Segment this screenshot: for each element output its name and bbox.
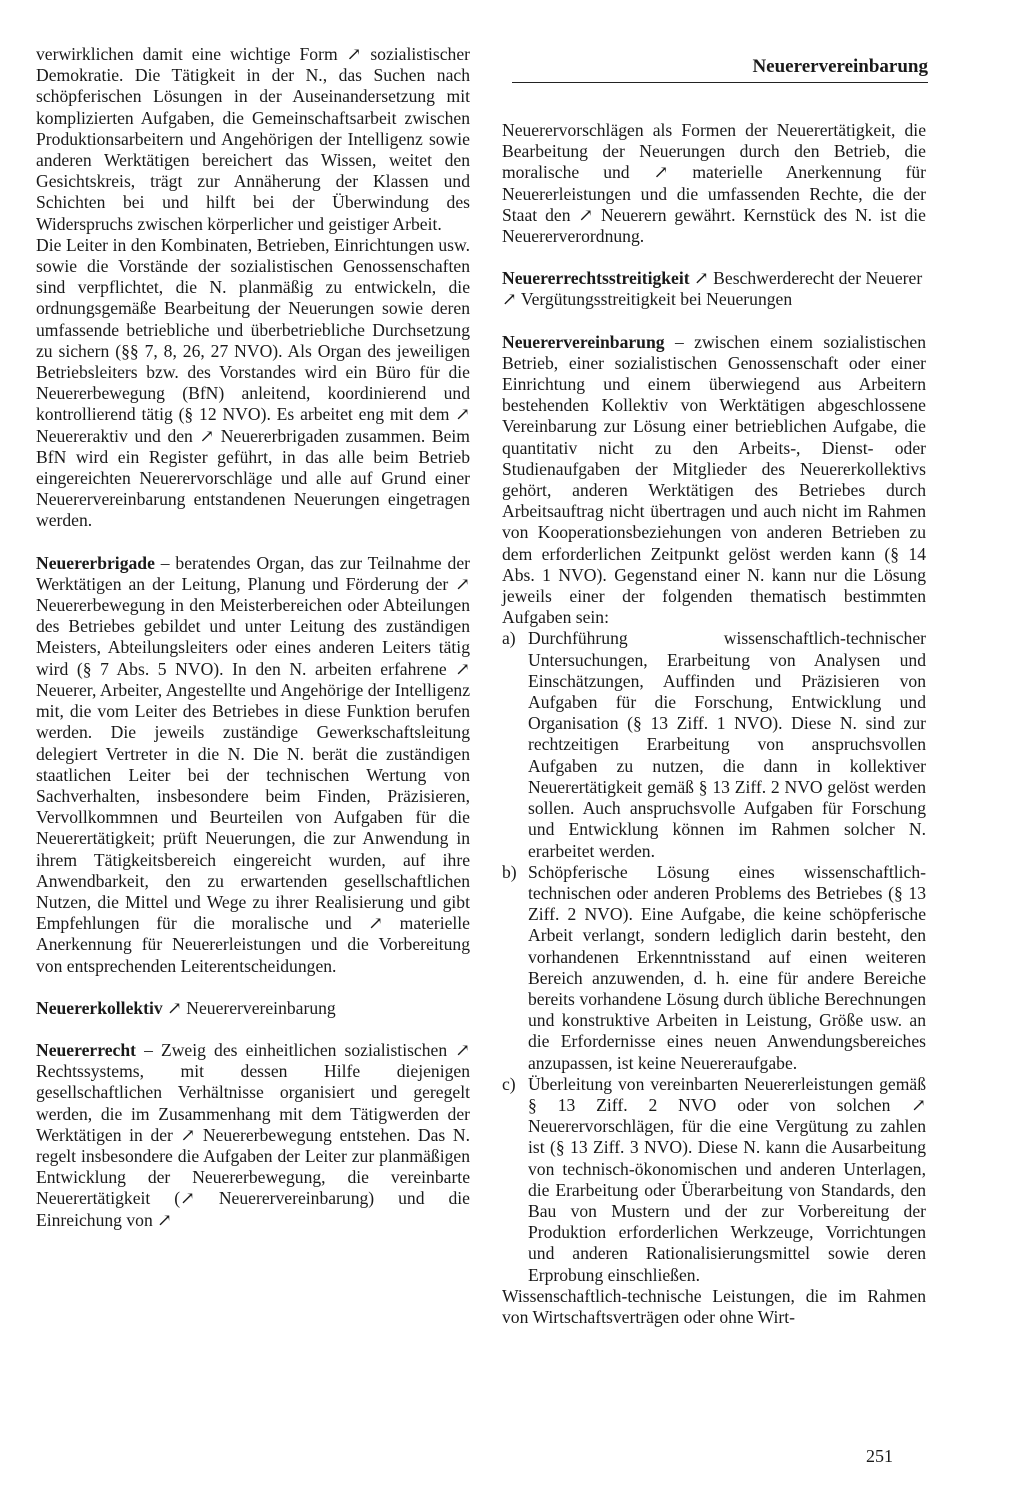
list-item-label: a): [502, 628, 516, 649]
entry-neuererkollektiv: [36, 998, 470, 1019]
entry-text: ↗ Neuerervereinbarung: [162, 997, 336, 1018]
entry-neuerervereinbarung: [502, 332, 926, 629]
paragraph: verwirklichen damit eine wichtige Form ↗ sozialistischer Demokratie. Die Tätigkeit in der N., das Suchen nach schöpferischen Lösungen in der Auseinandersetzung mit komplizierten Aufgaben, die Gemeinschaftsarbeit zwischen Produktionsarbeitern und Angehörigen der Intelligenz sowie anderen Werktätigen bereichert das Wissen, weitet den Gesichtskreis, trägt zur Annäherung der Klassen und Schichten bei und hilft bei der Überwindung des Widerspruchs zwischen körperlicher und geistiger Arbeit.: [36, 44, 470, 234]
running-head-rule: [512, 82, 928, 83]
entry-term: Neuererrecht: [36, 1039, 136, 1060]
paragraph: Die Leiter in den Kombinaten, Betrieben, Einrichtungen usw. sowie die Vorstände der sozialistischen Genossenschaften sind verpflichtet, die N. planmäßig zu entwickeln, die ordnungsgemäße Bearbeitung der Neuerungen sowie deren umfassende betriebliche und überbetriebliche Durchsetzung zu sichern (§§ 7, 8, 26, 27 NVO). Als Organ des jeweiligen Betriebsleiters bzw. des Vorstandes wird ein Büro für die Neuererbewegung (BfN) anleitend, koordinierend und kontrollierend tätig (§ 12 NVO). Es arbeitet eng mit dem ↗ Neuereraktiv und den ↗ Neuererbrigaden zusammen. Beim BfN wird ein Register geführt, in das alle beim Betrieb eingereichten Neuerervorschläge und alle auf Grund einer Neuerervereinbarung entstandenen Neuerungen eingetragen werden.: [36, 234, 470, 531]
entry-term: Neuererbrigade: [36, 552, 155, 573]
list-item-text: Schöpferische Lösung eines wissenschaftlich-technischen oder anderen Problems des Betriebes (§ 13 Ziff. 2 NVO). Eine Aufgabe, die keine schöpferische Arbeit verlangt, sondern lediglich darin besteht, den vorhandenen Erkenntnisstand auf einen weiteren Bereich anzuwenden, d. h. eine für andere Bereiche bereits vorhandene Lösung durch übliche Berechnungen und konstruktive Arbeiten in Leistung, Größe usw. an die Erfordernisse eines neuen Anwendungsbereiches anzupassen, ist keine Neuereraufgabe.: [528, 861, 926, 1073]
list-item: [502, 862, 926, 1074]
entry-neuererbrigade: [36, 553, 470, 977]
entry-text: – zwischen einem sozialistischen Betrieb, einer sozialistischen Genossenschaft oder einer Einrichtung und einem überwiegend aus Arbeitern bestehenden Kollektiv von Werktätigen abgeschlossene Vereinbarung zur Lösung einer betrieblichen Aufgabe, die quantitativ nicht zu den Arbeits-, Dienst- oder Studienaufgaben der Mitglieder des Neuererkollektivs gehört, anderen Werktätigen des Betriebes durch Arbeitsauftrag nicht übertragen und auch nicht im Rahmen von Kooperationsbeziehungen von anderen Betrieben zu dem erforderlichen Zeitpunkt gelöst werden kann (§ 14 Abs. 1 NVO). Gegenstand einer N. kann nur die Lösung jeweils einer der folgenden thematisch bestimmten Aufgaben sein:: [502, 331, 926, 628]
entry-term: Neuererrechtsstreitigkeit: [502, 268, 690, 289]
paragraph: Wissenschaftlich-technische Leistungen, die im Rahmen von Wirtschaftsverträgen oder ohne Wirt-: [502, 1285, 926, 1327]
right-column: [502, 120, 926, 1328]
entry-neuererrecht: [36, 1040, 470, 1231]
entry-text: – beratendes Organ, das zur Teilnahme der Werktätigen an der Leitung, Planung und Förderung der ↗ Neuererbewegung in den Meisterbereichen oder Abteilungen des Betriebes gebildet und unter Leitung des zuständigen Meisters, Abteilungsleiters oder eines anderen Leiters tätig wird (§ 7 Abs. 5 NVO). In den N. arbeiten erfahrene ↗ Neuerer, Arbeiter, Angestellte und Angehörige der Intelligenz mit, die vom Leiter des Betriebes in diese Funktion berufen werden. Die jeweils zuständige Gewerkschaftsleitung delegiert Vertreter in die N. Die N. berät die zuständigen staatlichen Leiter bei der technischen Wertung von Sachverhalten, insbesondere beim Finden, Präzisieren, Vervollkommnen und Beurteilen von Aufgaben für die Neuerertätigkeit; prüft Neuerungen, die zur Anwendung in ihrem Tätigkeitsbereich eingereicht wurden, auf ihre Anwendbarkeit, den zu erwartenden gesellschaftlichen Nutzen, die Mittel und Wege zu ihrer Realisierung und gibt Empfehlungen für die moralische und ↗ materielle Anerkennung für Neuererleistungen und die Vorbereitung von entsprechenden Leiterentscheidungen.: [36, 552, 470, 976]
list-item-label: b): [502, 861, 517, 882]
list-item-text: Durchführung wissenschaftlich-technischer Untersuchungen, Erarbeitung von Analysen und Einschätzungen, Auffinden und Präzisieren von Aufgaben für die Forschung, Entwicklung und Organisation (§ 13 Ziff. 1 NVO). Diese N. sind zur rechtzeitigen Erarbeitung von anspruchsvollen Aufgaben zu nutzen, die dann in kollektiver Neuerertätigkeit gemäß § 13 Ziff. 2 NVO gelöst werden sollen. Auch anspruchsvolle Aufgaben für Forschung und Entwicklung können im Rahmen solcher N. erarbeitet werden.: [528, 628, 926, 861]
paragraph: Neuerervorschlägen als Formen der Neuerertätigkeit, die Bearbeitung der Neuerungen durch den Betrieb, die moralische und ↗ materielle Anerkennung für Neuererleistungen und die umfassenden Rechte, die der Staat den ↗ Neuerern gewährt. Kernstück des N. ist die Neuererverordnung.: [502, 120, 926, 247]
page-number: 251: [866, 1446, 893, 1466]
entry-text: ↗ Beschwerderecht der Neuerer ↗ Vergütungsstreitigkeit bei Neuerungen: [502, 268, 923, 310]
list-item: [502, 1074, 926, 1286]
entry-neuererrechtsstreitigkeit: [502, 268, 926, 310]
left-column: [36, 44, 470, 1231]
list-item-label: c): [502, 1073, 516, 1094]
entry-term: Neuerervereinbarung: [502, 331, 665, 352]
running-head: Neuerervereinbarung: [752, 56, 928, 77]
list-item-text: Überleitung von vereinbarten Neuererleistungen gemäß § 13 Ziff. 2 NVO oder von solchen ↗ Neuerervorschlägen, für die eine Vergütung zu zahlen ist (§ 13 Ziff. 3 NVO). Diese N. kann die Ausarbeitung von technisch-ökonomischen und anderen Unterlagen, die Erarbeitung oder Überarbeitung von Standards, den Bau von Mustern und der zur Vorbereitung der Produktion erforderlichen Werkzeuge, Vorrichtungen und anderen Rationalisierungsmittel sowie deren Erprobung einschließen.: [528, 1073, 926, 1285]
entry-term: Neuererkollektiv: [36, 997, 163, 1018]
list-item: [502, 628, 926, 861]
entry-text: – Zweig des einheitlichen sozialistischen ↗ Rechtssystems, mit dessen Hilfe diejenigen gesellschaftlichen Verhältnisse organisiert und geregelt werden, die im Zusammenhang mit dem Tätigwerden der Werktätigen in der ↗ Neuererbewegung entstehen. Das N. regelt insbesondere die Aufgaben der Leiter zur planmäßigen Entwicklung der Neuererbewegung, die vereinbarte Neuerertätigkeit (↗ Neuerervereinbarung) und die Einreichung von ↗: [36, 1039, 470, 1230]
